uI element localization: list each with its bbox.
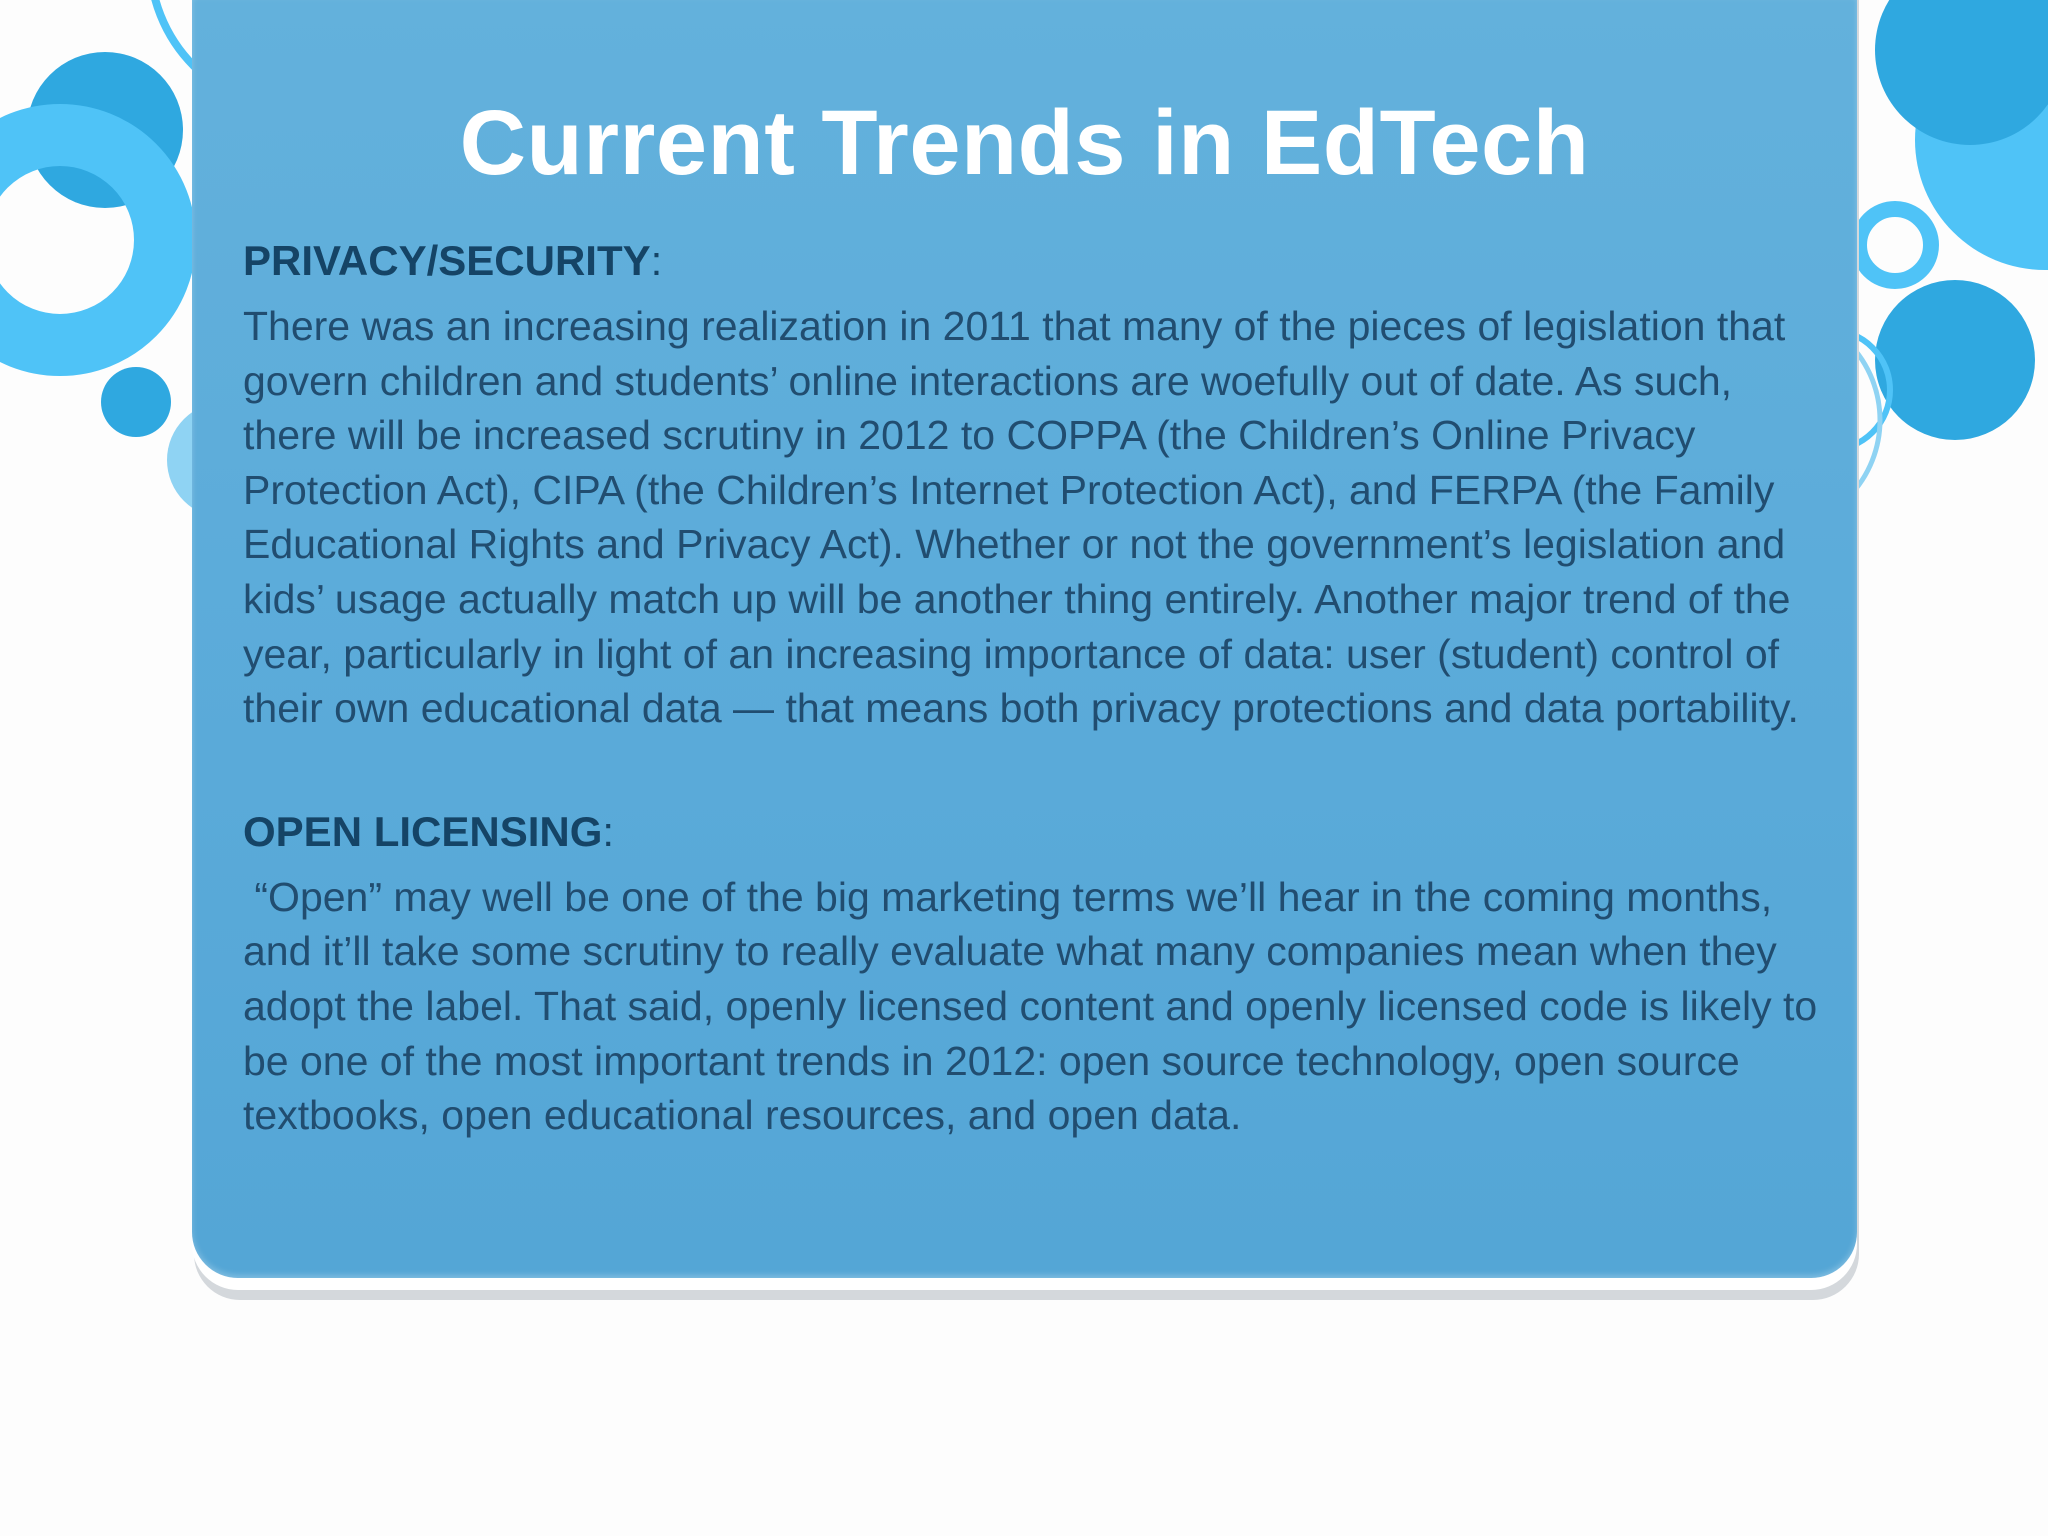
bubble-left-small [101, 367, 171, 437]
section-heading-privacy [243, 231, 1823, 291]
section-body-privacy: There was an increasing realization in 2011 that many of the pieces of legislation that govern children and students’ online interactions are woefully out of date. As such, there will be increased scrutiny in 2012 to COPPA (the Children’s Online Privacy Protection Act), CIPA (the Children’s Internet Protection Act), and FERPA (the Family Educational Rights and Privacy Act). Whether or not the government’s legislation and kids’ usage actually match up will be another thing entirely. Another major trend of the year, particularly in light of an increasing importance of data: user (student) control of their own educational data — that means both privacy protections and data portability. [243, 303, 1802, 732]
section-heading-colon: : [602, 807, 615, 855]
section-heading-colon: : [650, 237, 663, 284]
section-heading-text: PRIVACY/SECURITY [243, 237, 651, 284]
section-spacer [243, 736, 1823, 802]
bubble-right-ring-small [1859, 209, 1931, 281]
slide-content [243, 231, 1829, 1143]
bubble-left-ring [0, 135, 165, 345]
section-heading-open-licensing [243, 802, 1823, 862]
section-body-open-licensing: “Open” may well be one of the big marketing terms we’ll hear in the coming months, and it’ll take some scrutiny to really evaluate what many companies mean when they adopt the label. That said, openly licensed content and openly licensed code is likely to be one of the most important trends in 2012: open source technology, open source textbooks, open educational resources, and open data. [243, 873, 1829, 1139]
slide-title: Current Trends in EdTech [459, 92, 1590, 194]
bubble-right-mid [1875, 280, 2035, 440]
section-heading-text: OPEN LICENSING [243, 807, 603, 855]
bubble-right-top-dark [1875, 0, 2048, 145]
